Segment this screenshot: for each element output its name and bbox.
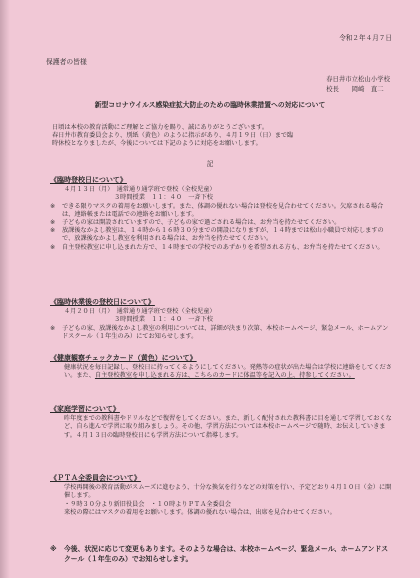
principal-name: 校長 岡崎 直二 <box>326 84 384 93</box>
note-mark: ※ <box>50 545 57 553</box>
intro-line: 時休校となりましたが、今後については下記のように対応をお願いします。 <box>52 140 262 148</box>
note-item <box>50 203 394 219</box>
note-mark: ※ <box>50 324 56 332</box>
section-heading: 《ＰＴＡ全委員会について》 <box>50 474 141 482</box>
section-home-study <box>50 405 394 440</box>
section-pta-meeting <box>50 474 394 517</box>
note-item <box>50 227 394 243</box>
note-item <box>50 545 394 565</box>
note-mark: ※ <box>50 218 56 226</box>
issue-date: 令和２年４月７日 <box>339 34 392 42</box>
schedule-line: ３時間授業 １１：４０ 一斉下校 <box>114 316 213 324</box>
note-item <box>50 244 394 252</box>
note-item <box>50 219 394 227</box>
section-heading: 《臨時登校日について》 <box>50 176 127 184</box>
section-health-check-card <box>50 354 394 381</box>
note-text: できる限りマスクの着用をお願いします。また、体調の優れない場合は登校を見合わせてください。欠席される場合は、連絡帳または電話での連絡をお願いします。 <box>62 202 384 218</box>
section-heading: 《健康観察チェックカード（黄色）について》 <box>50 354 197 362</box>
note-text: 自主登校教室に申し込まれた方で、１４時までの学校でのあずかりを希望される方も、お弁当を持たせてください。 <box>62 243 384 251</box>
footer-note <box>50 545 394 565</box>
ki-heading: 記 <box>206 160 214 168</box>
section-temporary-school-day <box>50 176 394 252</box>
note-item <box>50 325 394 341</box>
note-mark: ※ <box>50 202 56 210</box>
schedule-line: ４月２０日（月） 通常通り通学班で登校（全校児童） <box>64 308 216 316</box>
schedule-line: ４月１３日（月） 通常通り通学班で登校（全校児童） <box>64 186 216 194</box>
intro-line: 日頃は本校の教育活動にご理解とご協力を賜り、誠にありがとうございます。 <box>52 124 269 131</box>
note-text: 子どもの家は開設されていますので、子どもの家で過ごされる場合は、お弁当を持たせてください。 <box>62 218 341 226</box>
school-name: 春日井市立松山小学校 <box>326 75 390 83</box>
section-after-closure-school-day <box>50 298 394 341</box>
note-mark: ※ <box>50 227 56 235</box>
note-text: 放課後なかよし教室は、１４時から１６時３０分までの開設になりますが、１４時までは松山小職員で対応しますので、放課後なかよし教室を利用される場合は、お弁当を持たせてください。 <box>62 227 384 243</box>
footer-text: 今後、状況に応じて変更もあります。そのような場合は、本校ホームページ、緊急メール、ホームアンドスクール（１年生のみ）でお知らせします。 <box>64 545 389 563</box>
health-card-text: 健康状況を毎日記録し、登校日に持ってくるようにしてください。発熱等の症状が出た場合は学校に連絡をしてください。また、 <box>64 364 392 380</box>
section-heading: 《臨時休業後の登校日について》 <box>50 298 155 306</box>
pta-line: 学校再開後の教育活動がスムーズに進むよう、十分な換気を行うなどの対策を行い、予定どおり４月１０日（金）に開催します。 <box>64 484 392 500</box>
pta-line: ・９時３０分より新旧役員会 ・１０時よりＰＴＡ全委員会 <box>64 500 232 508</box>
intro-paragraph <box>52 124 392 149</box>
notice-title: 新型コロナウイルス感染症拡大防止のための臨時休業措置への対応について <box>94 101 326 109</box>
note-text: 子どもの家、放課後なかよし教室の利用については、詳細が決まり次第、本校ホームページ、緊急メール、ホームアンドスクール（１年生のみ）にてお知らせします。 <box>62 324 389 340</box>
health-card-underlined-text: 自主登校教室を申し込まれる方は、こちらのカードに体温等を記入の上、持参してください。 <box>94 372 355 380</box>
intro-line: 春日井市教育委員会より、別紙（黄色）のように指示があり、４月１９日（日）まで臨 <box>52 132 294 140</box>
section-text <box>50 364 394 380</box>
pta-line: 来校の際にはマスクの着用をお願いします。体調の優れない場合は、出席を見合わせてください。 <box>64 508 336 516</box>
note-mark: ※ <box>50 243 56 251</box>
issuer-block <box>326 75 390 94</box>
home-study-text: 昨年度までの教科書やドリルなどで復習をしてください。また、新しく配付された教科書に目を通して学習しておくなど、自ら進んで学習に取り組みましょう。その他、学習方法については本校ホームページで随時、お伝えしていきます。４月１３日の臨時登校日にも学習方法について指導します。 <box>64 415 392 439</box>
addressee: 保護者の皆様 <box>46 58 87 66</box>
schedule-line: ３時間授業 １１：４０ 一斉下校 <box>114 194 213 202</box>
section-heading: 《家庭学習について》 <box>50 405 120 413</box>
